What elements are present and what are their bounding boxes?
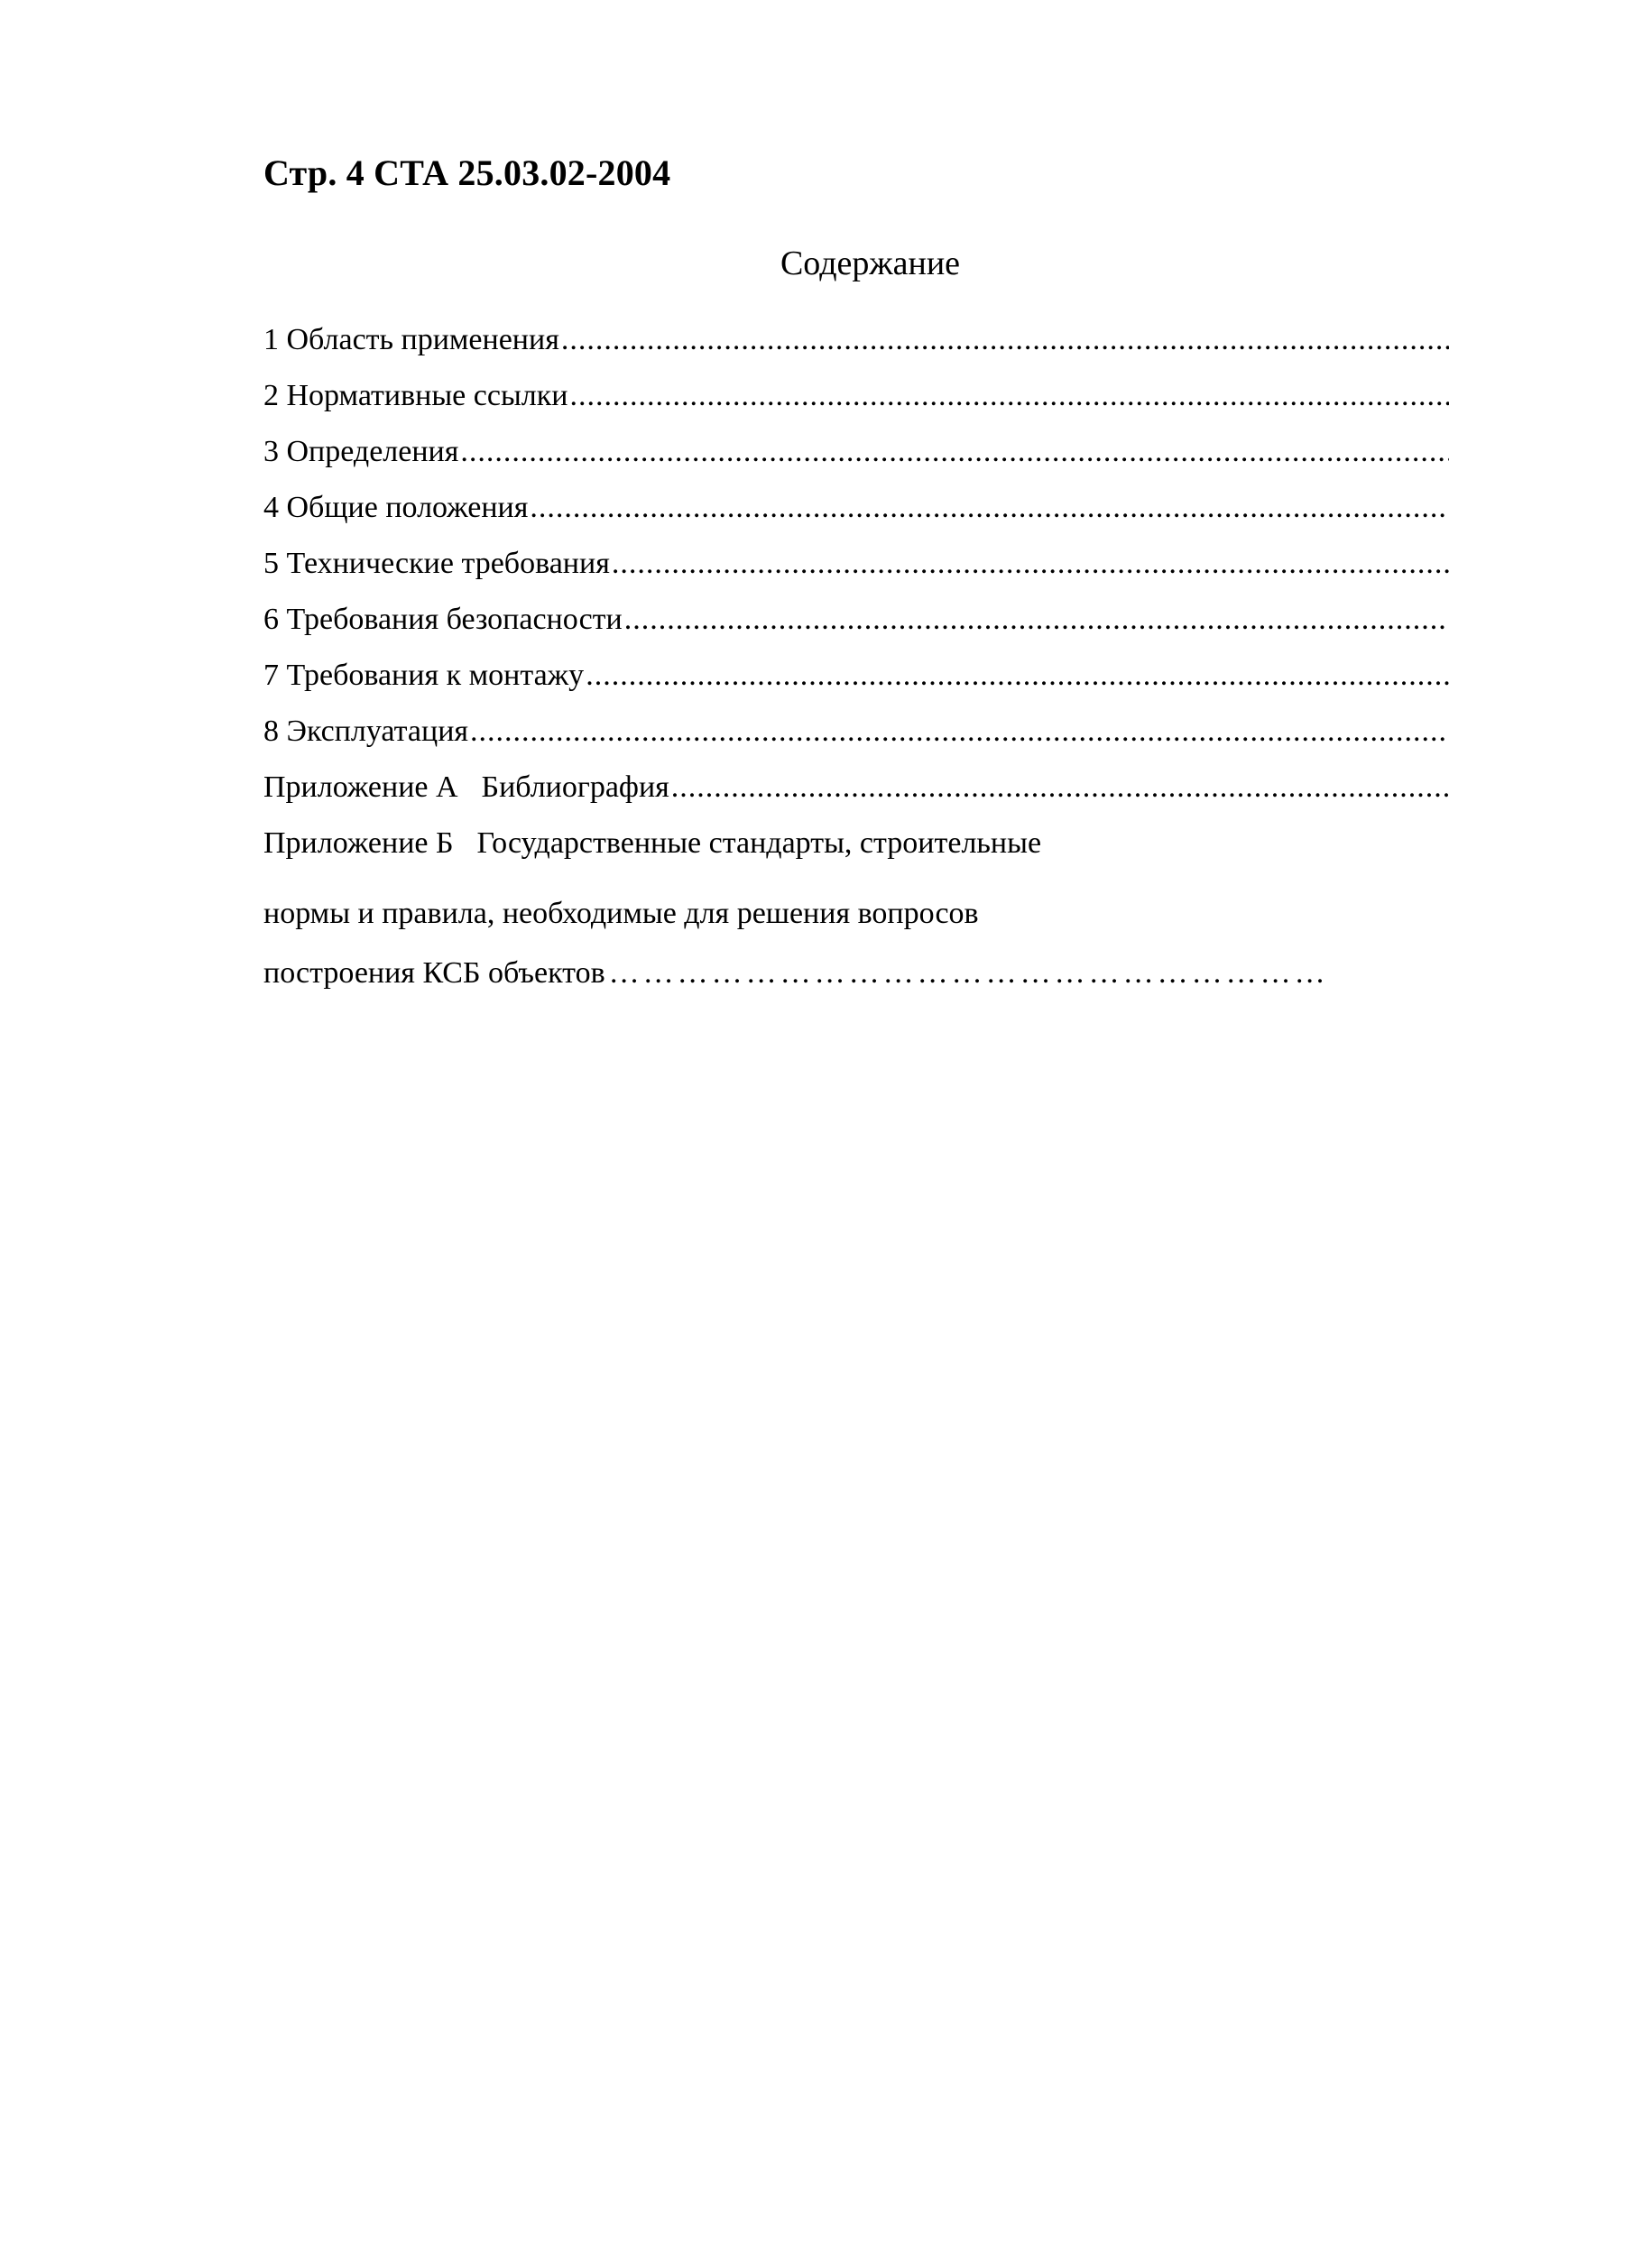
- toc-item-label: 8 Эксплуатация: [263, 715, 469, 748]
- appendix-a-label: [263, 770, 669, 805]
- appendix-a-prefix: Приложение А: [263, 770, 458, 804]
- toc-item[interactable]: [263, 379, 1449, 435]
- table-of-contents: [263, 323, 1449, 1012]
- dot-leader: [530, 491, 1449, 525]
- toc-appendix-a[interactable]: [263, 770, 1449, 826]
- dot-leader: [586, 659, 1449, 693]
- toc-appendix-b-line-2: [263, 897, 1449, 956]
- dot-leader: [561, 323, 1449, 357]
- dot-leader: [671, 770, 1449, 805]
- dot-leader: [470, 715, 1449, 749]
- appendix-b-title-line-2: нормы и правила, необходимые для решения вопросов: [263, 897, 979, 930]
- toc-item-label: 5 Технические требования: [263, 547, 610, 580]
- dot-leader: [624, 603, 1449, 637]
- page-header: Стр. 4 СТА 25.03.02-2004: [263, 152, 671, 193]
- toc-item-label: 7 Требования к монтажу: [263, 659, 585, 692]
- toc-appendix-b-line-1[interactable]: [263, 826, 1449, 897]
- toc-item[interactable]: [263, 659, 1449, 715]
- toc-item[interactable]: [263, 547, 1449, 603]
- toc-item-label: 2 Нормативные ссылки: [263, 379, 568, 412]
- toc-appendix-b-line-3[interactable]: [263, 956, 1332, 1012]
- toc-title: Содержание: [780, 244, 961, 282]
- toc-item-label: 4 Общие положения: [263, 491, 529, 524]
- appendix-b-title-line-1: Государственные стандарты, строительные: [476, 826, 1042, 860]
- toc-item-label: 3 Определения: [263, 435, 459, 468]
- toc-item[interactable]: [263, 603, 1449, 659]
- dot-leader: [460, 435, 1449, 469]
- toc-item[interactable]: [263, 715, 1449, 770]
- toc-item[interactable]: [263, 435, 1449, 491]
- toc-item[interactable]: [263, 491, 1449, 547]
- appendix-b-title-line-3: построения КСБ объектов: [263, 956, 605, 990]
- toc-item-label: 6 Требования безопасности: [263, 603, 623, 636]
- toc-item-label: 1 Область применения: [263, 323, 559, 356]
- dot-leader: [612, 547, 1449, 581]
- dot-leader: [609, 956, 1332, 991]
- appendix-a-title: Библиография: [481, 770, 669, 804]
- appendix-b-prefix: Приложение Б: [263, 826, 454, 860]
- toc-item[interactable]: [263, 323, 1449, 379]
- dot-leader: [569, 379, 1449, 413]
